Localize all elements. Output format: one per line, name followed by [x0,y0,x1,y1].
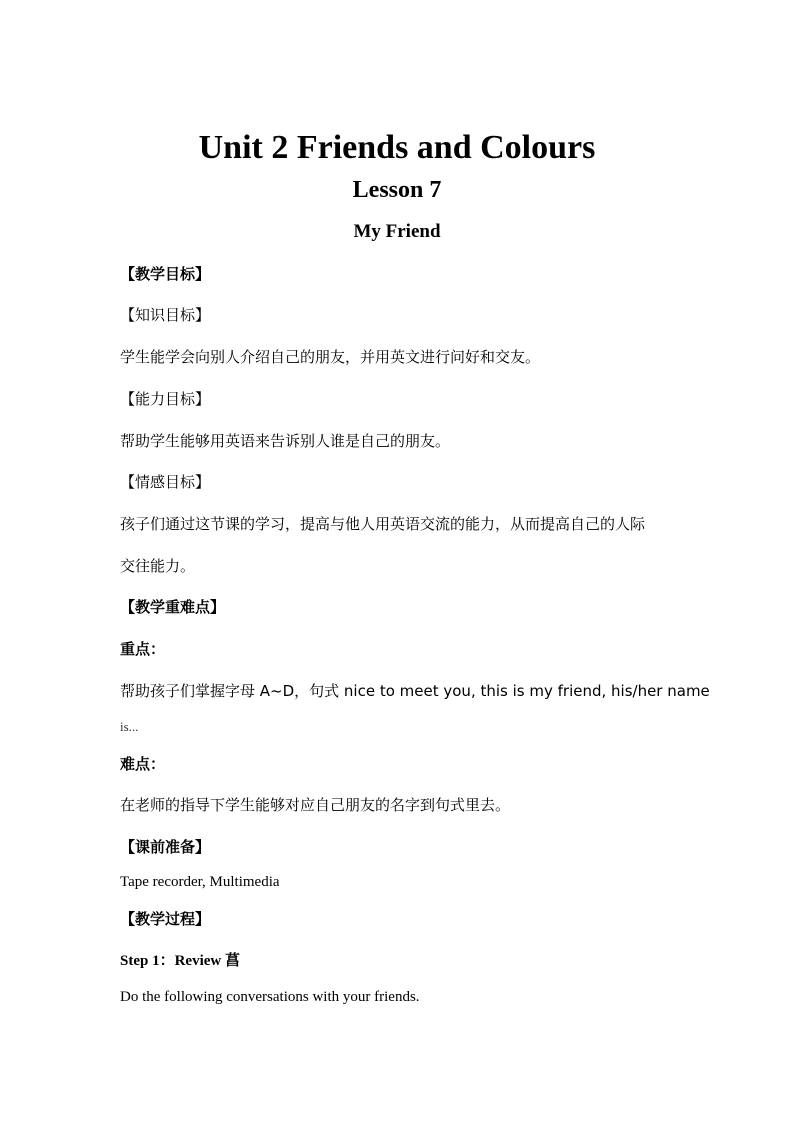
step-1-instruction: Do the following conversations with your friends. [120,989,420,1005]
heading-ability-objectives: 【能力目标】 [120,390,211,408]
paragraph-ability: 帮助学生能够用英语来告诉别人谁是自己的朋友。 [120,432,451,450]
lesson-title: Lesson 7 [352,177,442,203]
heading-teaching-objectives: 【教学目标】 [120,265,211,283]
heading-teaching-process: 【教学过程】 [120,910,211,928]
lesson-subtitle: My Friend [353,221,441,242]
paragraph-emotion-line-2: 交往能力。 [120,557,196,575]
heading-emotion-objectives: 【情感目标】 [120,473,211,491]
heading-key-points: 重点： [120,640,166,658]
paragraph-knowledge: 学生能学会向别人介绍自己的朋友，并用英文进行问好和交友。 [120,348,541,366]
heading-preparation: 【课前准备】 [120,838,211,856]
heading-key-difficult-points: 【教学重难点】 [120,598,226,616]
paragraph-key-points-line-1: 帮助孩子们掌握字母 A~D，句式 nice to meet you, this is my friend, his/her name [120,682,710,700]
heading-difficult-points: 难点： [120,755,166,773]
step-1-heading: Step 1：Review 菖 [120,953,240,969]
unit-title: Unit 2 Friends and Colours [198,129,596,166]
heading-knowledge-objectives: 【知识目标】 [120,306,211,324]
paragraph-difficult-points: 在老师的指导下学生能够对应自己朋友的名字到句式里去。 [120,796,511,814]
paragraph-preparation: Tape recorder, Multimedia [120,874,280,890]
paragraph-key-points-line-2: is... [120,719,139,734]
paragraph-emotion-line-1: 孩子们通过这节课的学习，提高与他人用英语交流的能力，从而提高自己的人际 [120,515,646,533]
